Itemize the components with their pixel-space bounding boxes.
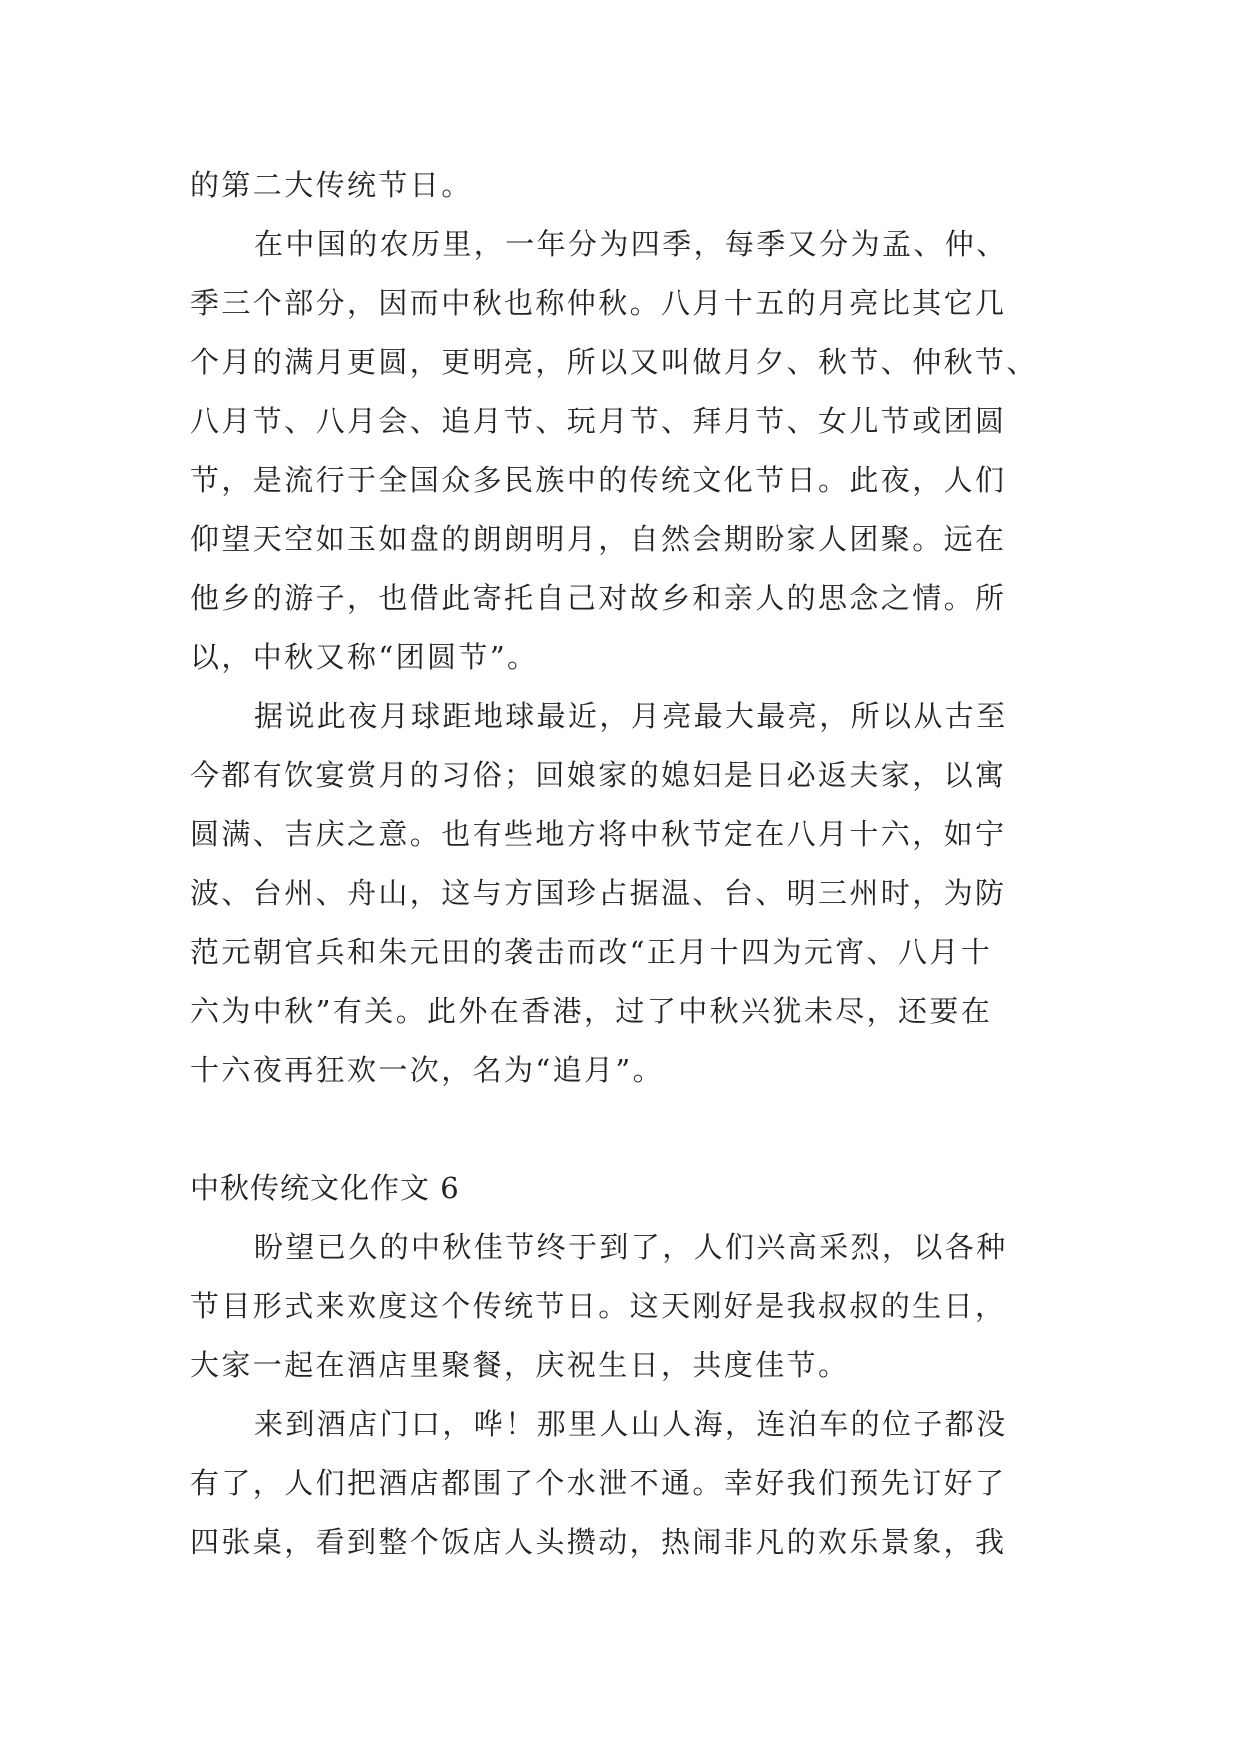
text-line: 波、台州、舟山，这与方国珍占据温、台、明三州时，为防 (190, 876, 1007, 910)
paragraph-restaurant (190, 1395, 1070, 1572)
text-line: 的第二大传统节日。 (190, 168, 473, 202)
text-line: 六为中秋”有关。此外在香港，过了中秋兴犹未尽，还要在 (190, 994, 993, 1028)
text-line: 季三个部分，因而中秋也称仲秋。八月十五的月亮比其它几 (190, 286, 1007, 320)
document-body (190, 156, 1070, 1572)
text-line: 圆满、吉庆之意。也有些地方将中秋节定在八月十六，如宁 (190, 817, 1007, 851)
text-line: 他乡的游子，也借此寄托自己对故乡和亲人的思念之情。所 (190, 581, 1007, 615)
section-spacer (190, 1100, 1070, 1159)
text-line: 以，中秋又称“团圆节”。 (190, 640, 539, 674)
text-line: 据说此夜月球距地球最近，月亮最大最亮，所以从古至 (254, 699, 1008, 733)
text-line: 八月节、八月会、追月节、玩月节、拜月节、女儿节或团圆 (190, 404, 1007, 438)
text-line: 仰望天空如玉如盘的朗朗明月，自然会期盼家人团聚。远在 (190, 522, 1007, 556)
paragraph-festival-arrival (190, 1218, 1070, 1395)
paragraph-continuation (190, 156, 1070, 215)
text-line: 来到酒店门口，哗！那里人山人海，连泊车的位子都没 (254, 1407, 1008, 1441)
text-line: 个月的满月更圆，更明亮，所以又叫做月夕、秋节、仲秋节、 (190, 345, 1038, 379)
paragraph-lunar-calendar (190, 215, 1070, 687)
text-line: 四张桌，看到整个饭店人头攒动，热闹非凡的欢乐景象，我 (190, 1525, 1007, 1559)
text-line: 节，是流行于全国众多民族中的传统文化节日。此夜，人们 (190, 463, 1007, 497)
text-line: 有了，人们把酒店都围了个水泄不通。幸好我们预先订好了 (190, 1466, 1007, 1500)
section-heading: 中秋传统文化作文 6 (190, 1171, 460, 1205)
text-line: 大家一起在酒店里聚餐，庆祝生日，共度佳节。 (190, 1348, 850, 1382)
paragraph-customs (190, 687, 1070, 1100)
text-line: 盼望已久的中秋佳节终于到了，人们兴高采烈，以各种 (254, 1230, 1008, 1264)
text-line: 今都有饮宴赏月的习俗；回娘家的媳妇是日必返夫家，以寓 (190, 758, 1007, 792)
text-line: 在中国的农历里，一年分为四季，每季又分为孟、仲、 (254, 227, 1008, 261)
text-line: 范元朝官兵和朱元田的袭击而改“正月十四为元宵、八月十 (190, 935, 993, 969)
text-line: 节目形式来欢度这个传统节日。这天刚好是我叔叔的生日， (190, 1289, 1007, 1323)
text-line: 十六夜再狂欢一次，名为“追月”。 (190, 1053, 665, 1087)
